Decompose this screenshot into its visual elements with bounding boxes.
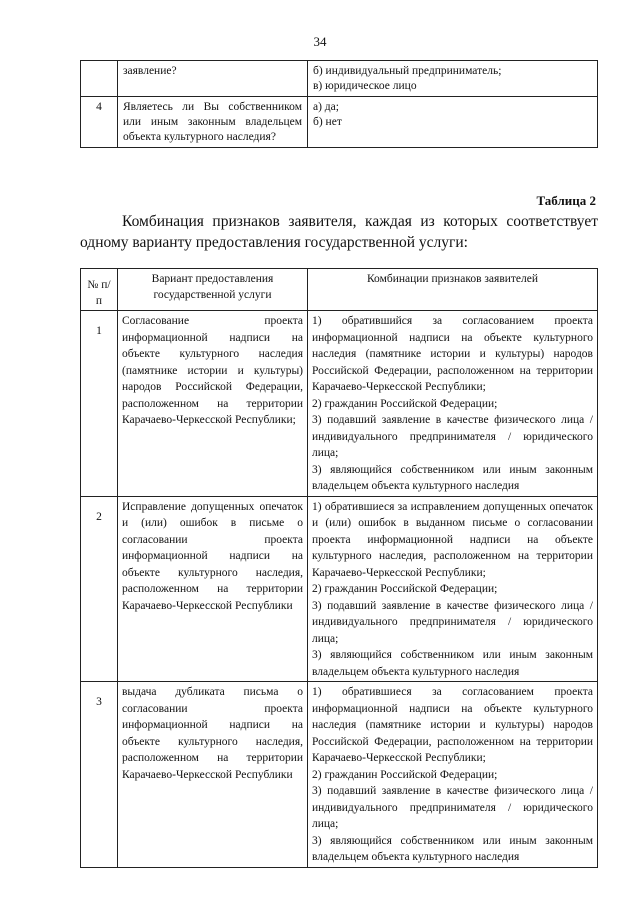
- variants-table: [80, 268, 598, 868]
- answer-option: а) да;: [313, 101, 339, 113]
- criterion-item: 3) являющийся собственником или иным законным владельцем объекта культурного наследия: [312, 649, 593, 678]
- table-row: [81, 61, 598, 97]
- criterion-item: 3) подавший заявление в качестве физического лица / индивидуального предпринимателя / юридического лица;: [312, 414, 593, 459]
- criteria-cell: [308, 311, 598, 497]
- variant-cell: Согласование проекта информационной надписи на объекте культурного наследия (памятнике истории и культуры) народов Российской Федерации, расположенном на территории Карачаево-Черкесской Республики;: [118, 311, 308, 497]
- answers-cell: [308, 97, 598, 148]
- answer-option: в) юридическое лицо: [313, 80, 417, 92]
- answers-cell: [308, 61, 598, 97]
- criterion-item: 3) являющийся собственником или иным законным владельцем объекта культурного наследия: [312, 463, 593, 492]
- criteria-cell: [308, 682, 598, 868]
- row-number: [81, 61, 118, 97]
- criterion-item: 1) обратившиеся за согласованием проекта информационной надписи на объекте культурного наследия (памятнике истории и культуры) народов Российской Федерации, расположенном на территории Карачаево-Черкесской Республики;: [312, 686, 593, 764]
- table-caption: Таблица 2: [536, 193, 596, 208]
- criterion-item: 1) обратившийся за согласованием проекта информационной надписи на объекте культурного наследия (памятнике истории и культуры) народов Российской Федерации, расположенном на территории Карачаево-Черкесской Республики;: [312, 315, 593, 393]
- page-number: 34: [313, 34, 327, 49]
- criterion-item: 3) подавший заявление в качестве физического лица / индивидуального предпринимателя / юридического лица;: [312, 599, 593, 645]
- table-row: [81, 496, 598, 682]
- criterion-item: 3) подавший заявление в качестве физического лица / индивидуального предпринимателя / юридического лица;: [312, 785, 593, 830]
- variant-cell: выдача дубликата письма о согласовании проекта информационной надписи на объекте культурного наследия, расположенном на территории Карачаево-Черкесской Республики: [118, 682, 308, 868]
- table-row: [81, 682, 598, 868]
- row-number: 4: [81, 97, 118, 148]
- criterion-item: 3) являющийся собственником или иным законным владельцем объекта культурного наследия: [312, 834, 593, 863]
- criterion-item: 2) гражданин Российской Федерации;: [312, 583, 498, 595]
- variant-cell: Исправление допущенных опечаток и (или) ошибок в письме о согласовании проекта информационной надписи на объекте культурного наследия, расположенном на территории Карачаево-Черкесской Республики: [118, 496, 308, 682]
- header-number: № п/п: [81, 269, 118, 311]
- criterion-item: 1) обратившиеся за исправлением допущенных опечаток и (или) ошибок в выданном письме о согласовании проекта информационной надписи на объекте культурного наследия, расположенном на территории Карачаево-Черкесской Республики;: [312, 500, 593, 579]
- question-cell: заявление?: [118, 61, 308, 97]
- answer-option: б) нет: [313, 116, 342, 128]
- row-number: 3: [81, 682, 118, 868]
- question-cell: Являетесь ли Вы собственником или иным законным владельцем объекта культурного наследия?: [118, 97, 308, 148]
- header-variant: Вариант предоставления государственной услуги: [118, 269, 308, 311]
- row-number: 2: [81, 496, 118, 682]
- header-combos: Комбинации признаков заявителей: [308, 269, 598, 311]
- table-row: [81, 97, 598, 148]
- criterion-item: 2) гражданин Российской Федерации;: [312, 768, 498, 781]
- table-header-row: [81, 269, 598, 311]
- answer-option: б) индивидуальный предприниматель;: [313, 65, 502, 77]
- table-title: Комбинация признаков заявителя, каждая из которых соответствует одному варианту предоставления государственной услуги:: [80, 213, 598, 251]
- criterion-item: 2) гражданин Российской Федерации;: [312, 397, 498, 410]
- criteria-cell: [308, 496, 598, 682]
- questionnaire-table: [80, 60, 598, 148]
- row-number: 1: [81, 311, 118, 497]
- table-row: [81, 311, 598, 497]
